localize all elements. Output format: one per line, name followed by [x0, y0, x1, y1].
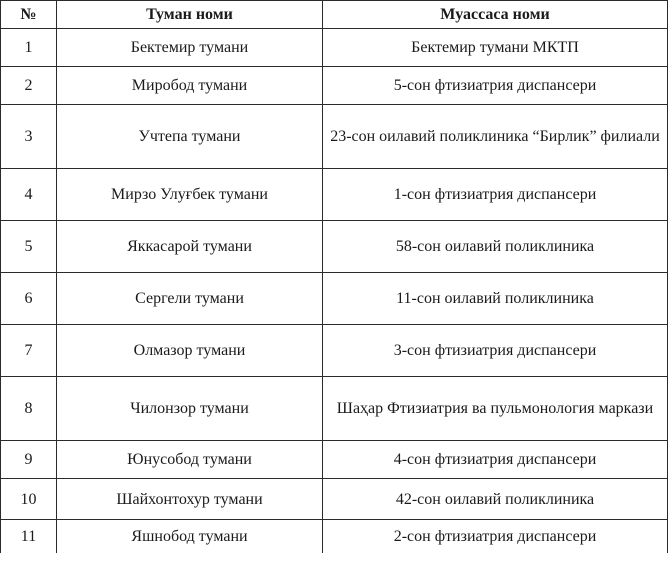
institution-name: 42-сон оилавий поликлиника	[323, 479, 668, 520]
row-number: 3	[1, 105, 57, 169]
header-number: №	[1, 1, 57, 29]
district-name: Учтепа тумани	[57, 105, 323, 169]
institution-name: 2-сон фтизиатрия диспансери	[323, 520, 668, 554]
row-number: 2	[1, 67, 57, 105]
district-name: Шайхонтохур тумани	[57, 479, 323, 520]
district-name: Чилонзор тумани	[57, 377, 323, 441]
district-name: Миробод тумани	[57, 67, 323, 105]
table-row	[1, 377, 668, 441]
row-number: 11	[1, 520, 57, 554]
institution-name: 23-сон оилавий поликлиника “Бирлик” филиали	[323, 105, 668, 169]
table-row	[1, 29, 668, 67]
district-name: Яшнобод тумани	[57, 520, 323, 554]
table-row	[1, 273, 668, 325]
district-name: Юнусобод тумани	[57, 441, 323, 479]
row-number: 8	[1, 377, 57, 441]
district-name: Олмазор тумани	[57, 325, 323, 377]
table-row	[1, 441, 668, 479]
institution-name: 58-сон оилавий поликлиника	[323, 221, 668, 273]
table-row	[1, 169, 668, 221]
table-row	[1, 105, 668, 169]
row-number: 5	[1, 221, 57, 273]
table-row	[1, 67, 668, 105]
institution-name: 3-сон фтизиатрия диспансери	[323, 325, 668, 377]
institution-name: 1-сон фтизиатрия диспансери	[323, 169, 668, 221]
institution-name: 4-сон фтизиатрия диспансери	[323, 441, 668, 479]
table-row	[1, 325, 668, 377]
header-district-name: Туман номи	[57, 1, 323, 29]
row-number: 10	[1, 479, 57, 520]
institution-name: 11-сон оилавий поликлиника	[323, 273, 668, 325]
row-number: 7	[1, 325, 57, 377]
row-number: 1	[1, 29, 57, 67]
row-number: 6	[1, 273, 57, 325]
institution-name: 5-сон фтизиатрия диспансери	[323, 67, 668, 105]
district-name: Бектемир тумани	[57, 29, 323, 67]
district-name: Яккасарой тумани	[57, 221, 323, 273]
row-number: 4	[1, 169, 57, 221]
district-name: Мирзо Улуғбек тумани	[57, 169, 323, 221]
row-number: 9	[1, 441, 57, 479]
district-name: Сергели тумани	[57, 273, 323, 325]
institution-name: Бектемир тумани МКТП	[323, 29, 668, 67]
table-header-row	[1, 1, 668, 29]
table-row	[1, 520, 668, 554]
institution-name: Шаҳар Фтизиатрия ва пульмонология маркази	[323, 377, 668, 441]
header-institution-name: Муассаса номи	[323, 1, 668, 29]
table-row	[1, 479, 668, 520]
table-row	[1, 221, 668, 273]
